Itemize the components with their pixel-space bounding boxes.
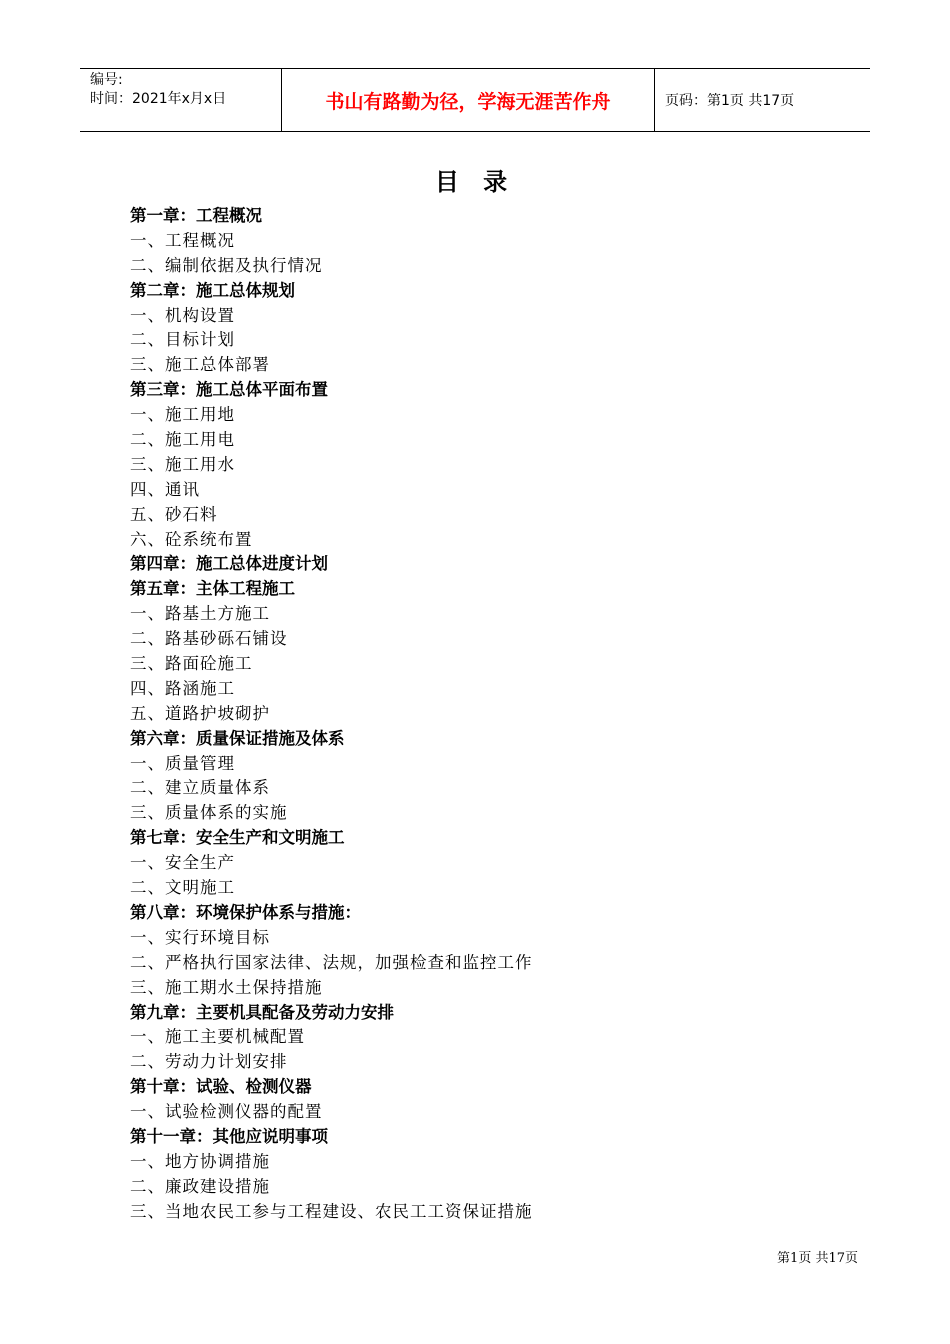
table-of-contents	[130, 204, 850, 1225]
toc-chapter-heading: 第七章：安全生产和文明施工	[130, 828, 345, 848]
toc-section-item: 一、施工主要机械配置	[130, 1027, 305, 1047]
toc-section-item: 四、通讯	[130, 479, 200, 499]
toc-chapter-heading: 第二章：施工总体规划	[130, 280, 295, 300]
page-footer: 第1页 共17页	[777, 1251, 858, 1266]
toc-chapter-heading: 第十章：试验、检测仪器	[130, 1077, 312, 1097]
toc-chapter-heading: 第六章：质量保证措施及体系	[130, 728, 345, 748]
header-page-cell	[655, 69, 870, 131]
toc-section-item: 一、地方协调措施	[130, 1151, 270, 1171]
header-meta-cell	[80, 69, 282, 131]
toc-section-item: 二、严格执行国家法律、法规，加强检查和监控工作	[130, 952, 533, 972]
toc-section-item: 三、质量体系的实施	[130, 803, 288, 823]
toc-section-item: 一、施工用地	[130, 405, 235, 425]
motto-text: 书山有路勤为径，学海无涯苦作舟	[325, 90, 611, 113]
toc-section-item: 三、施工期水土保持措施	[130, 977, 323, 997]
toc-section-item: 五、砂石料	[130, 504, 218, 524]
toc-section-item: 三、路面砼施工	[130, 654, 253, 674]
page-info: 页码：第1页 共17页	[665, 93, 795, 109]
toc-chapter-heading: 第四章：施工总体进度计划	[130, 554, 328, 574]
toc-section-item: 三、施工用水	[130, 454, 235, 474]
toc-section-item: 四、路涵施工	[130, 678, 235, 698]
toc-section-item: 一、机构设置	[130, 305, 235, 325]
toc-section-item: 一、安全生产	[130, 853, 235, 873]
toc-section-item: 二、目标计划	[130, 330, 235, 350]
toc-section-item: 一、实行环境目标	[130, 927, 270, 947]
toc-section-item: 二、路基砂砾石铺设	[130, 629, 288, 649]
toc-section-item: 五、道路护坡砌护	[130, 703, 270, 723]
toc-section-item: 二、施工用电	[130, 430, 235, 450]
toc-section-item: 二、劳动力计划安排	[130, 1052, 288, 1072]
toc-section-item: 一、质量管理	[130, 753, 235, 773]
toc-title: 目 录	[434, 168, 516, 196]
toc-section-item: 三、当地农民工参与工程建设、农民工工资保证措施	[130, 1201, 533, 1221]
toc-section-item: 六、砼系统布置	[130, 529, 253, 549]
toc-chapter-heading: 第十一章：其他应说明事项	[130, 1126, 328, 1146]
toc-chapter-heading: 第五章：主体工程施工	[130, 579, 295, 599]
toc-section-item: 一、路基土方施工	[130, 604, 270, 624]
toc-section-item: 二、建立质量体系	[130, 778, 270, 798]
toc-section-item: 二、文明施工	[130, 878, 235, 898]
header-motto-cell	[282, 69, 655, 131]
number-label: 编号:	[90, 72, 123, 88]
time-label: 时间：2021年x月x日	[90, 91, 227, 107]
page-header	[80, 68, 870, 132]
toc-section-item: 二、编制依据及执行情况	[130, 255, 323, 275]
toc-section-item: 二、廉政建设措施	[130, 1176, 270, 1196]
toc-chapter-heading: 第八章：环境保护体系与措施：	[130, 902, 361, 922]
toc-chapter-heading: 第三章：施工总体平面布置	[130, 380, 328, 400]
toc-section-item: 三、施工总体部署	[130, 355, 270, 375]
toc-section-item: 一、试验检测仪器的配置	[130, 1102, 323, 1122]
toc-section-item: 一、工程概况	[130, 230, 235, 250]
toc-chapter-heading: 第一章：工程概况	[130, 206, 262, 225]
toc-chapter-heading: 第九章：主要机具配备及劳动力安排	[130, 1002, 394, 1022]
